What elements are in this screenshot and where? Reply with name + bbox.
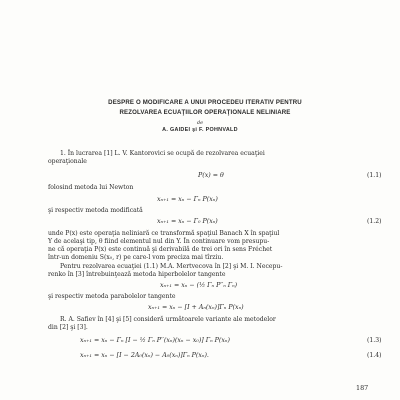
equation: xₙ₊₁ = xₙ − Γ₀ P(xₙ) xyxy=(157,218,218,225)
page-number: 187 xyxy=(356,384,369,392)
body-line: operaţionale xyxy=(48,158,87,165)
by-line: de xyxy=(196,120,204,126)
body-line: 1. În lucrarea [1] L. V. Kantorovici se ocupă de rezolvarea ecuaţiei xyxy=(60,150,265,157)
equation: xₙ₊₁ = xₙ − Γₙ [I − ½ Γₙ P′′(xₙ)(xₙ − x₀)] Γₙ P(xₙ) xyxy=(80,337,230,344)
title-line: REZOLVAREA ECUAŢIILOR OPERAŢIONALE NELINIARE xyxy=(119,109,291,116)
body-line: R. A. Safiev în [4] şi [5] consideră următoarele variante ale metodelor xyxy=(60,316,276,323)
body-line: din [2] şi [3]. xyxy=(48,324,88,331)
authors: A. GAIDEI şi F. POHNVALD xyxy=(162,127,238,133)
body-line: ne că operaţia P(x) este continuă şi derivabilă de trei ori în sens Fréchet xyxy=(48,246,273,253)
body-line: unde P(x) este operaţia neliniară ce transformă spaţiul Banach X în spaţiul xyxy=(48,230,280,237)
article-title xyxy=(40,98,370,118)
equation-number: (1.2) xyxy=(367,218,382,225)
equation: xₙ₊₁ = xₙ − [I + Aₙ(xₙ)]Γₙ P(xₙ) xyxy=(148,304,244,311)
body-line: şi respectiv metoda modificată xyxy=(48,207,143,214)
equation: xₙ₊₁ = xₙ − Γₙ P(xₙ) xyxy=(157,196,218,203)
body-line: renko în [3] întrebuinţează metoda hiperbolelor tangente xyxy=(48,271,226,278)
equation-number: (1.1) xyxy=(367,172,382,179)
equation: xₙ₊₁ = xₙ − (½ Γₙ P′′ₙ Γₙ) xyxy=(160,282,238,289)
title-line: DESPRE O MODIFICARE A UNUI PROCEDEU ITERATIV PENTRU xyxy=(108,99,302,106)
body-line: într-un domeniu S(x₀, r) pe care-l vom preciza mai tîrziu. xyxy=(48,254,224,261)
equation-number: (1.3) xyxy=(367,337,382,344)
equation: xₙ₊₁ = xₙ − [I − 2A₀(xₙ) − A₀(xₙ)]Γₙ P(xₙ). xyxy=(80,352,209,359)
equation-number: (1.4) xyxy=(367,352,382,359)
body-line: Pentru rezolvarea ecuaţiei (1.1) M.A. Mertvecova în [2] şi M. I. Necepu- xyxy=(60,263,283,270)
body-line: Y de acelaşi tip, θ fiind elementul nul din Y. În continuare vom presupu- xyxy=(48,238,270,245)
body-line: şi respectiv metoda parabolelor tangente xyxy=(48,293,176,300)
equation: P(x) = θ xyxy=(198,172,224,179)
body-line: folosind metoda lui Newton xyxy=(48,184,134,191)
